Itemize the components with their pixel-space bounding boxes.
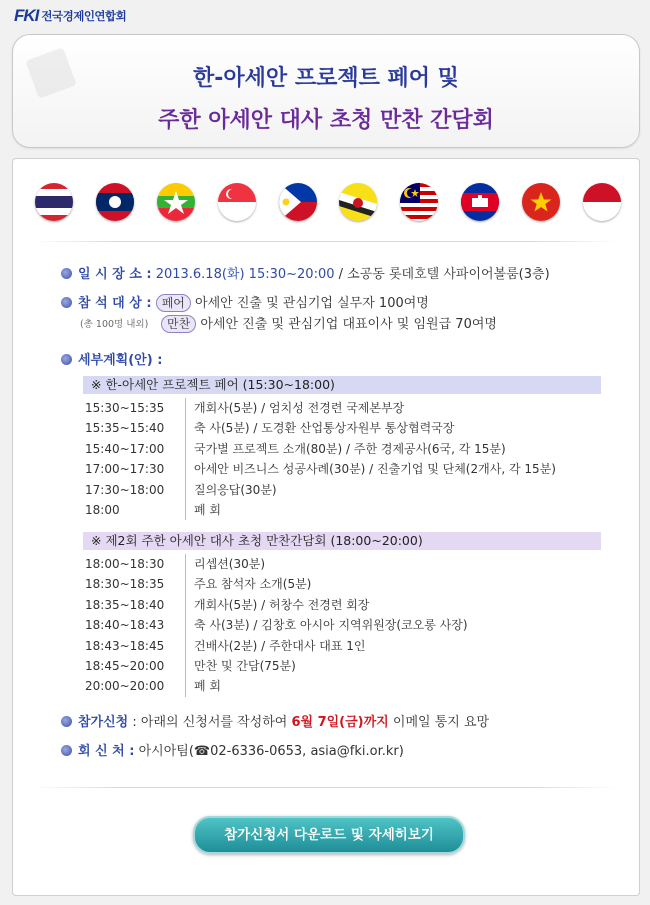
divider-top — [33, 241, 619, 242]
schedule-time: 18:40~18:43 — [85, 615, 186, 635]
bullet-icon — [61, 716, 72, 727]
thailand-flag-icon — [35, 183, 73, 221]
content-panel — [12, 158, 640, 896]
dinner-attendees-text: 아세안 진출 및 관심기업 대표이사 및 임원급 70여명 — [200, 317, 497, 332]
fair-schedule — [85, 398, 556, 520]
attendees-note: (총 100명 내외) — [80, 319, 149, 330]
schedule-description: 축 사(3분) / 김창호 아시아 지역위원장(코오롱 사장) — [194, 618, 468, 633]
divider-bottom — [33, 787, 619, 788]
register-colon: : — [132, 715, 137, 730]
bullet-icon — [61, 354, 72, 365]
datetime-value: 2013.6.18(화) 15:30~20:00 — [155, 267, 335, 282]
schedule-description: 폐 회 — [194, 502, 221, 517]
schedule-time: 15:40~17:00 — [85, 439, 186, 459]
title-banner — [12, 34, 640, 148]
schedule-time: 20:00~20:00 — [85, 676, 186, 696]
event-title-line1: 한-아세안 프로젝트 페어 및 — [193, 66, 459, 91]
myanmar-flag-icon — [157, 183, 195, 221]
fair-section-header: ※ 한-아세안 프로젝트 페어 (15:30~18:00) — [83, 376, 601, 394]
schedule-row — [85, 439, 556, 459]
schedule-description: 국가별 프로젝트 소개(80분) / 주한 경제공사(6국, 각 15분) — [194, 441, 506, 456]
malaysia-flag-icon — [400, 183, 438, 221]
brunei-flag-icon — [339, 183, 377, 221]
event-title-line2: 주한 아세안 대사 초청 만찬 간담회 — [158, 108, 494, 133]
laos-flag-icon — [96, 183, 134, 221]
register-text: 아래의 신청서를 작성하여 — [140, 715, 288, 730]
schedule-row — [85, 676, 468, 696]
schedule-description: 축 사(5분) / 도경환 산업통상자원부 통상협력국장 — [194, 421, 455, 436]
schedule-time: 17:30~18:00 — [85, 480, 186, 500]
schedule-time: 18:35~18:40 — [85, 595, 186, 615]
schedule-description: 개회사(5분) / 엄치성 전경련 국제본부장 — [194, 401, 405, 415]
attendees-label: 참 석 대 상 : — [78, 296, 152, 311]
schedule-row — [85, 500, 556, 520]
contact-label: 회 신 처 : — [78, 744, 135, 759]
schedule-row — [85, 636, 468, 656]
dinner-tag: 만찬 — [161, 315, 196, 333]
download-details-button[interactable]: 참가신청서 다운로드 및 자세히보기 — [193, 816, 465, 854]
schedule-time: 15:35~15:40 — [85, 418, 186, 438]
schedule-time: 17:00~17:30 — [85, 459, 186, 479]
fki-logo[interactable] — [14, 6, 126, 26]
schedule-description: 개회사(5분) / 허창수 전경련 회장 — [194, 597, 370, 612]
datetime-label: 일 시 장 소 : — [78, 267, 152, 282]
schedule-time: 18:00~18:30 — [85, 554, 186, 574]
register-deadline: 6월 7일(금)까지 — [291, 715, 389, 730]
schedule-description: 건배사(2분) / 주한대사 대표 1인 — [194, 638, 366, 653]
schedule-row — [85, 656, 468, 676]
logo-text: 전국경제인연합회 — [41, 9, 127, 23]
register-row — [61, 711, 489, 730]
bullet-icon — [61, 297, 72, 308]
schedule-row — [85, 595, 468, 615]
schedule-description: 주요 참석자 소개(5분) — [194, 577, 312, 592]
register-label: 참가신청 — [78, 715, 129, 730]
schedule-description: 아세안 비즈니스 성공사례(30분) / 진출기업 및 단체(2개사, 각 15분) — [194, 462, 556, 477]
indonesia-flag-icon — [583, 183, 621, 221]
contact-row — [61, 740, 404, 759]
schedule-row — [85, 574, 468, 594]
plan-row — [61, 349, 162, 368]
venue-value: / 소공동 롯데호텔 사파이어볼룸(3층) — [338, 267, 550, 282]
singapore-flag-icon — [218, 183, 256, 221]
schedule-description: 질의응답(30분) — [194, 482, 277, 497]
schedule-description: 리셉션(30분) — [194, 557, 266, 571]
schedule-row — [85, 554, 468, 574]
schedule-row — [85, 480, 556, 500]
logo-mark: FKI — [14, 6, 39, 25]
cambodia-flag-icon — [461, 183, 499, 221]
bullet-icon — [61, 745, 72, 756]
datetime-row — [61, 263, 550, 282]
schedule-time: 18:43~18:45 — [85, 636, 186, 656]
vietnam-flag-icon — [522, 183, 560, 221]
schedule-row — [85, 398, 556, 418]
contact-value: 아시아팀(☎02-6336-0653, asia@fki.or.kr) — [138, 744, 404, 759]
philippines-flag-icon — [279, 183, 317, 221]
schedule-time: 18:00 — [85, 500, 186, 520]
schedule-row — [85, 418, 556, 438]
schedule-time: 15:30~15:35 — [85, 398, 186, 418]
schedule-time: 18:30~18:35 — [85, 574, 186, 594]
plan-label: 세부계획(안) : — [78, 353, 163, 368]
dinner-schedule — [85, 554, 468, 697]
register-text-end: 이메일 통지 요망 — [392, 715, 490, 730]
attendees-row — [61, 292, 429, 312]
schedule-row — [85, 459, 556, 479]
dinner-attendees-row — [161, 313, 497, 333]
schedule-time: 18:45~20:00 — [85, 656, 186, 676]
bullet-icon — [61, 268, 72, 279]
schedule-description: 폐 회 — [194, 679, 221, 694]
asean-flags-row — [35, 183, 621, 221]
schedule-description: 만찬 및 간담(75분) — [194, 658, 296, 673]
schedule-row — [85, 615, 468, 635]
fair-attendees-text: 아세안 진출 및 관심기업 실무자 100여명 — [195, 296, 429, 311]
fair-tag: 페어 — [156, 294, 191, 312]
dinner-section-header: ※ 제2회 주한 아세안 대사 초청 만찬간담회 (18:00~20:00) — [83, 532, 601, 550]
